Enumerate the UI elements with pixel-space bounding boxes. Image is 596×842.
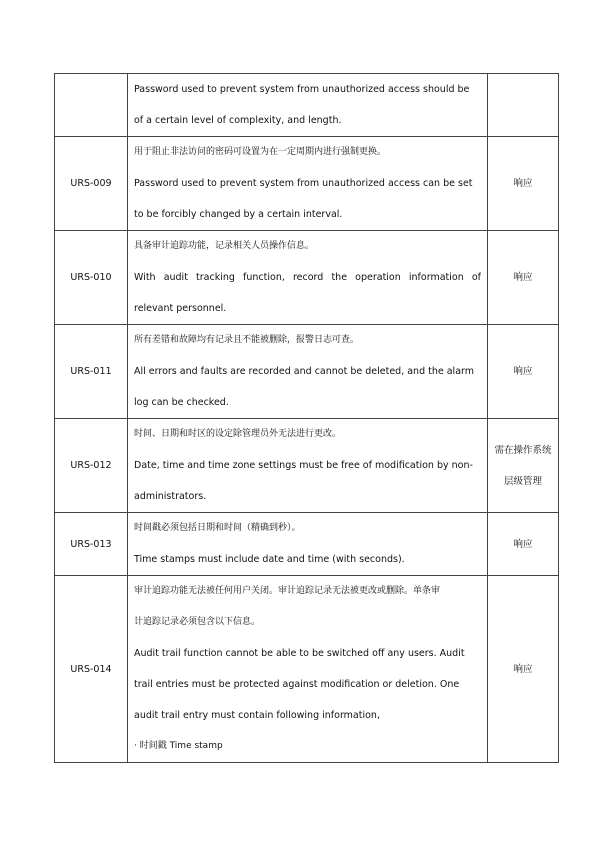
response-cell bbox=[488, 231, 559, 325]
requirement-description bbox=[128, 419, 488, 513]
description-line: Time stamps must include date and time (with seconds). bbox=[134, 554, 405, 565]
description-line: Password used to prevent system from unauthorized access should be bbox=[134, 84, 470, 95]
table-row bbox=[55, 231, 559, 325]
response-text: 响应 bbox=[513, 178, 533, 189]
requirement-description bbox=[128, 137, 488, 231]
response-text: 需在操作系统 bbox=[494, 444, 552, 456]
requirement-description bbox=[128, 74, 488, 137]
response-cell bbox=[488, 513, 559, 576]
table-row bbox=[55, 513, 559, 576]
description-line: With audit tracking function, record the operation information of bbox=[134, 272, 481, 283]
requirement-id: URS-012 bbox=[55, 419, 128, 513]
description-line: 所有差错和故障均有记录且不能被删除，报警日志可查。 bbox=[134, 335, 360, 345]
description-line: 时间、日期和时区的设定除管理员外无法进行更改。 bbox=[134, 429, 342, 439]
description-line: trail entries must be protected against modification or deletion. One bbox=[134, 679, 460, 690]
response-text: 响应 bbox=[513, 663, 533, 675]
requirement-description bbox=[128, 231, 488, 325]
description-line: All errors and faults are recorded and cannot be deleted, and the alarm bbox=[134, 366, 475, 377]
description-line: Password used to prevent system from unauthorized access can be set bbox=[134, 178, 473, 189]
response-text: 响应 bbox=[513, 538, 533, 550]
requirements-table bbox=[54, 73, 559, 763]
table-row bbox=[55, 325, 559, 419]
response-text: 层级管理 bbox=[503, 475, 542, 487]
response-text: 响应 bbox=[513, 366, 533, 377]
description-line: log can be checked. bbox=[134, 397, 229, 408]
table-row bbox=[55, 419, 559, 513]
table-row bbox=[55, 576, 559, 763]
description-line: 时间戳必须包括日期和时间（精确到秒）。 bbox=[134, 523, 301, 533]
response-cell bbox=[488, 74, 559, 137]
response-cell bbox=[488, 419, 559, 513]
description-line: Audit trail function cannot be able to be switched off any users. Audit bbox=[134, 648, 465, 659]
requirement-description bbox=[128, 325, 488, 419]
response-cell bbox=[488, 325, 559, 419]
requirement-description bbox=[128, 513, 488, 576]
response-text: 响应 bbox=[513, 272, 533, 283]
requirement-id: URS-014 bbox=[55, 576, 128, 763]
description-line: relevant personnel. bbox=[134, 303, 227, 314]
requirements-table-body bbox=[55, 74, 559, 763]
requirement-id: URS-011 bbox=[55, 325, 128, 419]
description-line: 用于阻止非法访问的密码可设置为在一定周期内进行强制更换。 bbox=[134, 147, 387, 157]
requirement-id bbox=[55, 74, 128, 137]
description-line: audit trail entry must contain following information, bbox=[134, 710, 380, 721]
table-row bbox=[55, 74, 559, 137]
requirement-id: URS-010 bbox=[55, 231, 128, 325]
description-line: 具备审计追踪功能，记录相关人员操作信息。 bbox=[134, 241, 315, 251]
description-line: 审计追踪功能无法被任何用户关闭。审计追踪记录无法被更改或删除。单条审 bbox=[134, 586, 441, 596]
table-row bbox=[55, 137, 559, 231]
description-line: administrators. bbox=[134, 491, 207, 502]
description-line: 计追踪记录必须包含以下信息。 bbox=[134, 617, 261, 627]
description-line: of a certain level of complexity, and length. bbox=[134, 115, 342, 126]
requirement-description bbox=[128, 576, 488, 763]
requirement-id: URS-009 bbox=[55, 137, 128, 231]
description-line: to be forcibly changed by a certain interval. bbox=[134, 209, 343, 220]
response-cell bbox=[488, 137, 559, 231]
description-line: Date, time and time zone settings must be free of modification by non- bbox=[134, 460, 473, 471]
description-line: · 时间戳 Time stamp bbox=[134, 741, 223, 751]
requirement-id: URS-013 bbox=[55, 513, 128, 576]
response-cell bbox=[488, 576, 559, 763]
